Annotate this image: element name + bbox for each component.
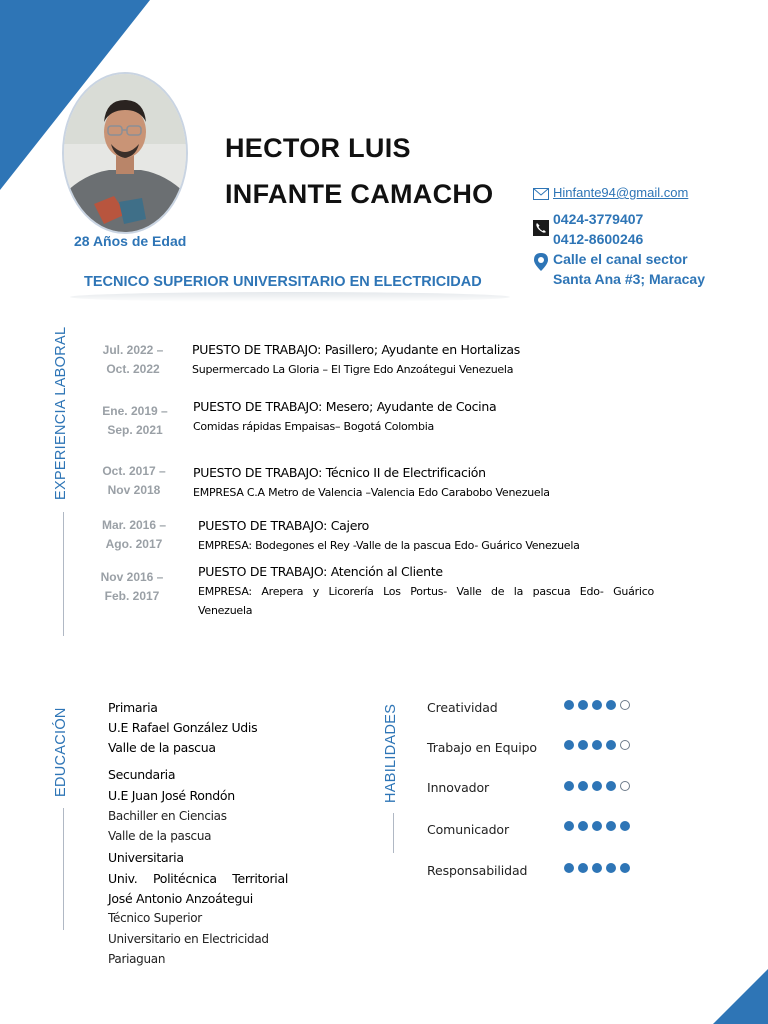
rating-dot-filled	[592, 700, 602, 710]
education-item: Pariaguan	[108, 952, 166, 966]
education-divider	[63, 808, 64, 930]
location-pin-icon	[534, 253, 548, 271]
rating-dot-empty	[620, 700, 630, 710]
job-date: Jul. 2022 – Oct. 2022	[102, 343, 164, 376]
education-item: U.E Juan José Rondón	[108, 788, 235, 803]
phone-primary: 0424-3779407	[553, 211, 644, 227]
job-title: PUESTO DE TRABAJO: Mesero; Ayudante de Cocina	[193, 399, 497, 414]
phone-secondary: 0412-8600246	[553, 231, 644, 247]
rating-dot-filled	[564, 740, 574, 750]
skill-name: Trabajo en Equipo	[427, 740, 537, 755]
skill-name: Creatividad	[427, 700, 498, 715]
job-date: Mar. 2016 – Ago. 2017	[101, 518, 167, 551]
job-title: PUESTO DE TRABAJO: Pasillero; Ayudante en Hortalizas	[192, 342, 520, 357]
skills-divider	[393, 813, 394, 853]
education-level: Secundaria	[108, 767, 176, 782]
skill-name: Responsabilidad	[427, 863, 528, 878]
rating-dot-filled	[606, 863, 616, 873]
rating-dot-filled	[606, 740, 616, 750]
job-place: Comidas rápidas Empaisas– Bogotá Colombia	[193, 420, 435, 433]
rating-dot-filled	[592, 740, 602, 750]
job-place: EMPRESA C.A Metro de Valencia –Valencia Edo Carabobo Venezuela	[193, 486, 550, 499]
address-line2: Santa Ana #3; Maracay	[553, 271, 705, 287]
skill-rating	[564, 821, 630, 831]
education-level: Primaria	[108, 700, 158, 715]
job-place: EMPRESA: Bodegones el Rey -Valle de la pascua Edo- Guárico Venezuela	[198, 539, 580, 552]
skill-rating	[564, 740, 630, 750]
job-place: EMPRESA: Arepera y Licorería Los Portus- Valle de la pascua Edo- Guárico	[198, 585, 654, 598]
skill-name: Innovador	[427, 780, 490, 795]
rating-dot-filled	[578, 781, 588, 791]
education-item: José Antonio Anzoátegui	[108, 891, 253, 906]
age-label: 28 Años de Edad	[74, 233, 187, 249]
job-date: Ene. 2019 – Sep. 2021	[102, 404, 168, 437]
education-item: Valle de la pascua	[108, 740, 216, 755]
rating-dot-filled	[592, 821, 602, 831]
corner-decoration-bottom	[713, 969, 768, 1024]
section-label-education: EDUCACIÓN	[53, 707, 69, 797]
rating-dot-filled	[564, 821, 574, 831]
person-photo-icon	[64, 74, 186, 232]
education-level: Universitaria	[108, 850, 184, 865]
rating-dot-filled	[606, 821, 616, 831]
rating-dot-filled	[564, 863, 574, 873]
rating-dot-filled	[578, 740, 588, 750]
rating-dot-filled	[578, 863, 588, 873]
title-underline	[70, 292, 510, 302]
phone-icon	[533, 220, 549, 236]
job-place: Supermercado La Gloria – El Tigre Edo Anzoátegui Venezuela	[192, 363, 514, 376]
rating-dot-filled	[606, 781, 616, 791]
job-place-continued: Venezuela	[198, 604, 253, 617]
education-item: Técnico Superior	[108, 911, 202, 925]
education-item: Bachiller en Ciencias	[108, 809, 227, 823]
professional-title: TECNICO SUPERIOR UNIVERSITARIO EN ELECTRICIDAD	[84, 274, 482, 290]
rating-dot-filled	[620, 863, 630, 873]
rating-dot-filled	[592, 781, 602, 791]
rating-dot-filled	[578, 700, 588, 710]
rating-dot-filled	[578, 821, 588, 831]
skill-rating	[564, 781, 630, 791]
rating-dot-filled	[564, 700, 574, 710]
job-title: PUESTO DE TRABAJO: Técnico II de Electrificación	[193, 465, 486, 480]
email-icon	[533, 188, 549, 200]
skill-name: Comunicador	[427, 822, 510, 837]
job-date: Oct. 2017 – Nov 2018	[102, 464, 166, 497]
rating-dot-filled	[592, 863, 602, 873]
job-title: PUESTO DE TRABAJO: Cajero	[198, 518, 370, 533]
address-line1: Calle el canal sector	[553, 251, 688, 267]
section-label-skills: HABILIDADES	[383, 703, 399, 803]
job-title: PUESTO DE TRABAJO: Atención al Cliente	[198, 564, 443, 579]
rating-dot-empty	[620, 781, 630, 791]
education-item: Univ. Politécnica Territorial	[108, 871, 288, 886]
rating-dot-filled	[620, 821, 630, 831]
job-date: Nov 2016 – Feb. 2017	[100, 570, 164, 603]
profile-photo	[62, 72, 188, 234]
rating-dot-filled	[606, 700, 616, 710]
name-first: HECTOR LUIS	[225, 133, 411, 163]
skill-rating	[564, 700, 630, 710]
education-item: U.E Rafael González Udis	[108, 720, 258, 735]
education-item: Valle de la pascua	[108, 829, 212, 843]
rating-dot-filled	[564, 781, 574, 791]
section-label-experience: EXPERIENCIA LABORAL	[53, 326, 69, 500]
skill-rating	[564, 863, 630, 873]
education-item: Universitario en Electricidad	[108, 932, 269, 946]
email-link[interactable]: Hinfante94@gmail.com	[553, 185, 689, 200]
rating-dot-empty	[620, 740, 630, 750]
name-last: INFANTE CAMACHO	[225, 179, 494, 209]
experience-divider	[63, 512, 64, 636]
